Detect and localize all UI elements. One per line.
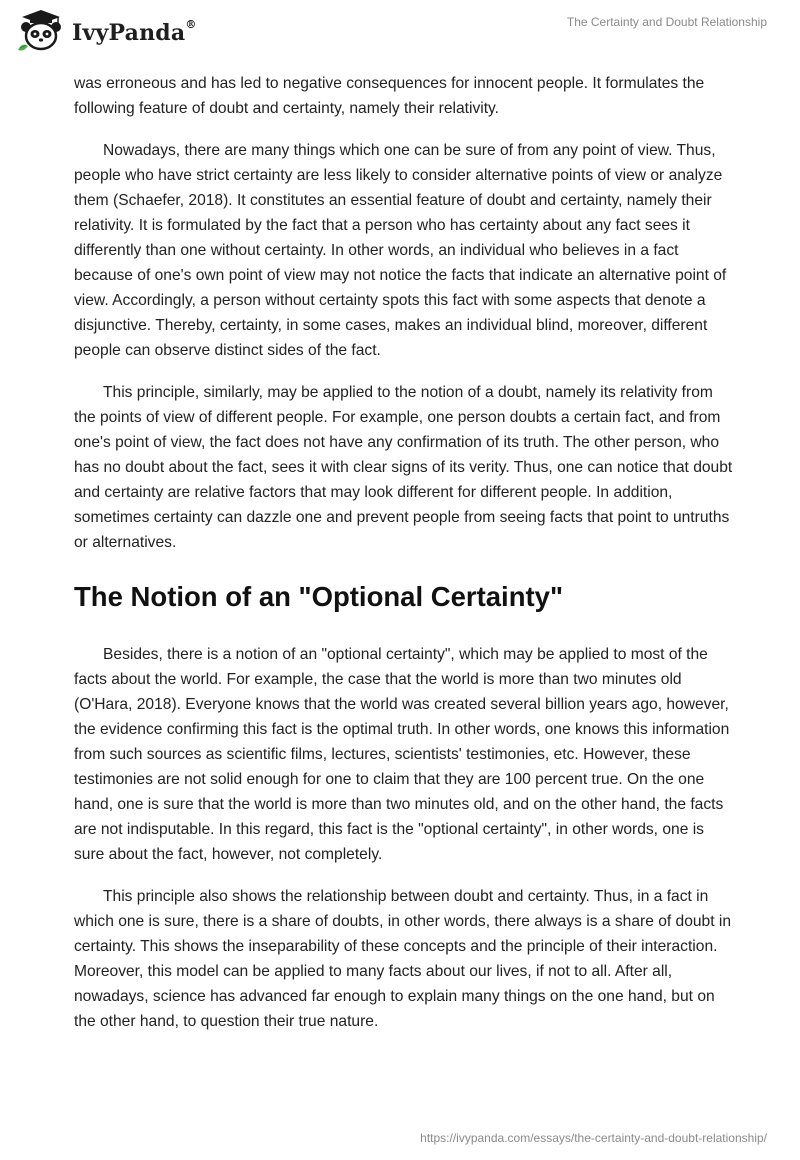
paragraph: Besides, there is a notion of an "optional certainty", which may be applied to most of the facts about the world. For example, the case that the world is more than two minutes old (O'Hara, 2018). Everyone knows that the world was created several billion years ago, however, the evidence confirming this fact is the optimal truth. In other words, one knows this information from such sources as scientific films, lectures, scientists' testimonies, etc. However, these testimonies are not solid enough for one to claim that they are 100 percent true. On the one hand, one is sure that the world is more than two minutes old, and on the other hand, the facts are not indisputable. In this regard, this fact is the "optional certainty", in other words, one is sure about the fact, however, not completely. [74, 646, 730, 863]
paragraph: This principle, similarly, may be applied to the notion of a doubt, namely its relativity from the points of view of different people. For example, one person doubts a certain fact, and from one's point of view, the fact does not have any confirmation of its truth. The other person, who has no doubt about the fact, sees it with clear signs of its verity. Thus, one can notice that doubt and certainty are relative factors that may look different for different people. In addition, sometimes certainty can dazzle one and prevent people from seeing facts that point to untruths or alternatives. [74, 384, 733, 551]
brand-name: IvyPanda® [72, 17, 197, 46]
paragraph: was erroneous and has led to negative consequences for innocent people. It formulates the following feature of doubt and certainty, namely their relativity. [74, 75, 705, 117]
paragraph: Nowadays, there are many things which one can be sure of from any point of view. Thus, people who have strict certainty are less likely to consider alternative points of view or analyze them (Schaefer, 2018). It constitutes an essential feature of doubt and certainty, namely their relativity. It is formulated by the fact that a person who has certainty about any fact sees it differently than one without certainty. In other words, an individual who believes in a fact because of one's own point of view may not notice the facts that indicate an alternative point of view. Accordingly, a person without certainty spots this fact with some aspects that denote a disjunctive. Thereby, certainty, in some cases, makes an individual blind, moreover, different people can observe distinct sides of the fact. [74, 142, 727, 359]
paragraph: This principle also shows the relationship between doubt and certainty. Thus, in a fact in which one is sure, there is a share of doubts, in other words, there always is a share of doubt in certainty. This shows the inseparability of these concepts and the principle of their interaction. Moreover, this model can be applied to many facts about our lives, if not to all. After all, nowadays, science has advanced far enough to explain many things on the one hand, but on the other hand, to question their true nature. [74, 888, 732, 1030]
page-header [0, 0, 800, 60]
essay-body [74, 71, 734, 1051]
document-title: The Certainty and Doubt Relationship [566, 15, 767, 29]
panda-graduate-icon [14, 8, 68, 54]
brand-logo[interactable] [14, 8, 197, 54]
source-url[interactable]: https://ivypanda.com/essays/the-certainty-and-doubt-relationship/ [420, 1131, 767, 1145]
section-heading: The Notion of an "Optional Certainty" [74, 581, 563, 612]
